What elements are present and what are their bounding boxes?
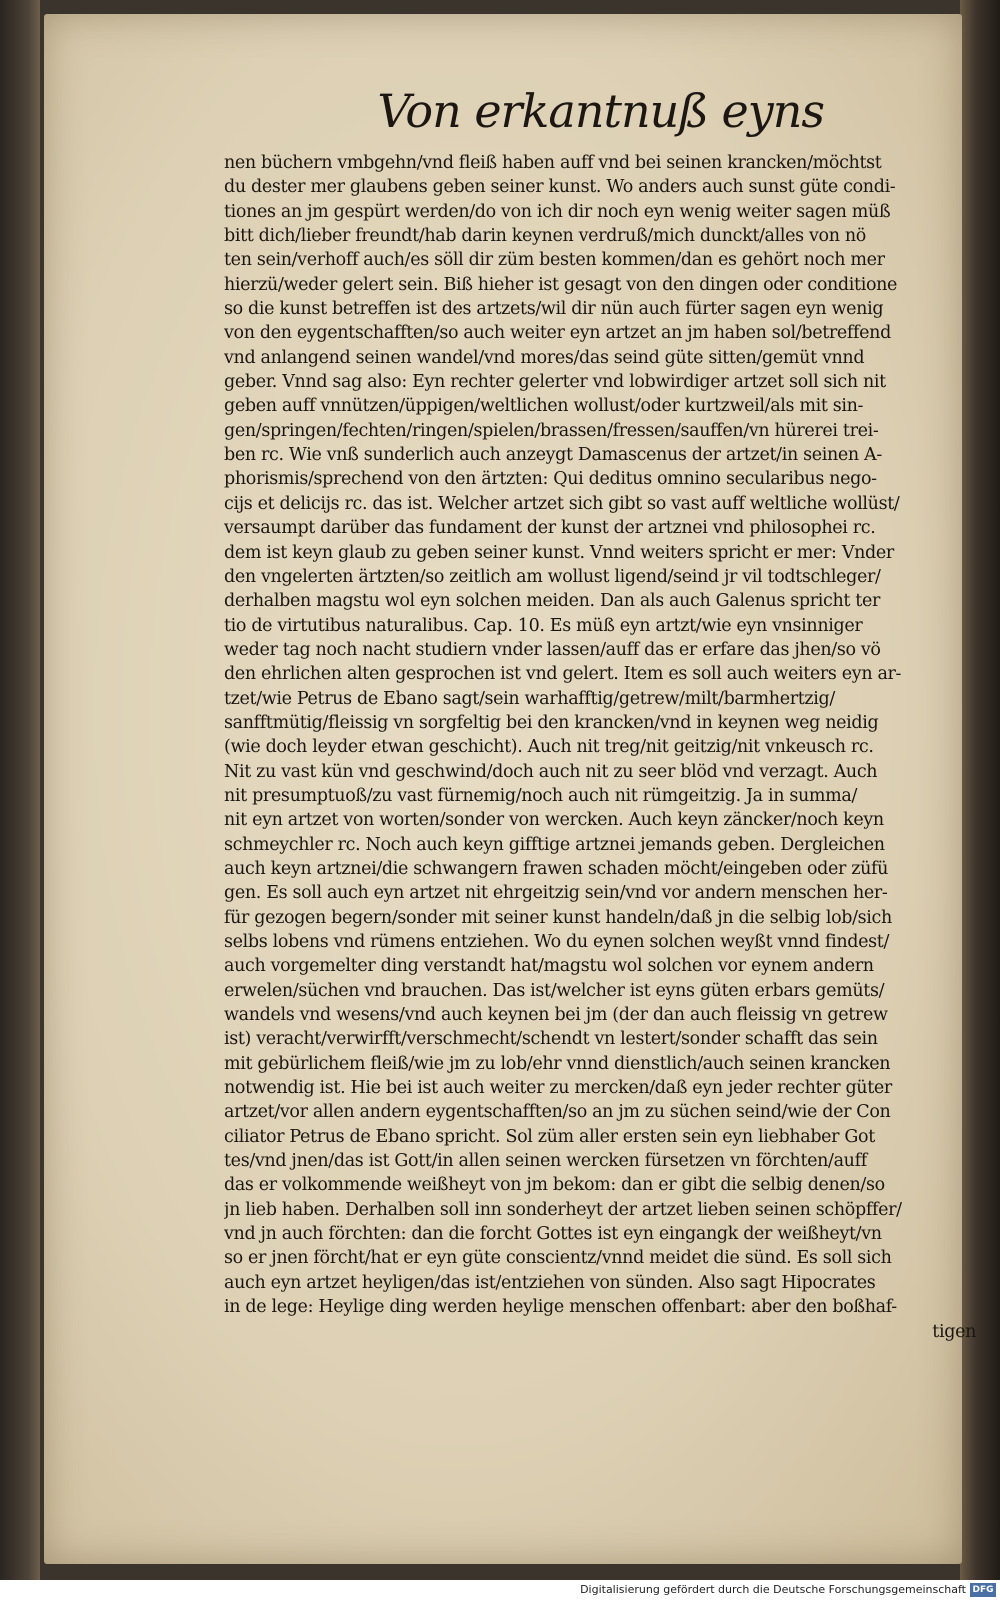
text-line: geben auff vnnützen/üppigen/weltlichen wollust/oder kurtzweil/als mit sin-	[224, 396, 864, 417]
text-line: geber. Vnnd sag also: Eyn rechter gelerter vnd lobwirdiger artzet soll sich nit	[224, 372, 886, 393]
text-line: wandels vnd wesens/vnd auch keynen bei jm (der dan auch fleissig vn getrew	[224, 1005, 888, 1026]
text-line: Nit zu vast kün vnd geschwind/doch auch nit zu seer blöd vnd verzagt. Auch	[224, 761, 878, 782]
text-line: ten sein/verhoff auch/es söll dir züm besten kommen/dan es gehört noch mer	[224, 250, 885, 271]
text-line: ben rc. Wie vnß sunderlich auch anzeygt Damascenus der artzet/in seinen A-	[224, 445, 882, 466]
text-line: von den eygentschafften/so auch weiter eyn artzet an jm haben sol/betreffend	[224, 323, 891, 344]
text-line: vnd jn auch förchten: dan die forcht Gottes ist eyn eingangk der weißheyt/vn	[224, 1224, 882, 1245]
funding-credit: Digitalisierung gefördert durch die Deutsche Forschungsgemeinschaft	[580, 1583, 966, 1596]
text-line: vnd anlangend seinen wandel/vnd mores/das seind güte sitten/gemüt vnnd	[224, 347, 865, 368]
text-line: derhalben magstu wol eyn solchen meiden. Dan als auch Galenus spricht ter	[224, 591, 881, 612]
text-line: (wie doch leyder etwan geschicht). Auch nit treg/nit geitzig/nit vnkeusch rc.	[224, 737, 874, 758]
text-line: den vngelerten ärtzten/so zeitlich am wollust ligend/seind jr vil todtschleger/	[224, 566, 881, 587]
book-binding-edge	[0, 0, 40, 1580]
text-line: tzet/wie Petrus de Ebano sagt/sein warhafftig/getrew/milt/barmhertzig/	[224, 688, 835, 709]
text-line: erwelen/süchen vnd brauchen. Das ist/welcher ist eyns güten erbars gemüts/	[224, 980, 885, 1001]
text-line: so die kunst betreffen ist des artzets/wil dir nün auch fürter sagen eyn wenig	[224, 299, 884, 320]
text-line: in de lege: Heylige ding werden heylige menschen offenbart: aber den boßhaf-	[224, 1297, 897, 1318]
text-line: hierzü/weder gelert sein. Biß hieher ist gesagt von den dingen oder conditione	[224, 274, 898, 295]
text-line: tes/vnd jnen/das ist Gott/in allen seinen wercken fürsetzen vn förchten/auff	[224, 1151, 867, 1172]
text-line: sanfftmütig/fleissig vn sorgfeltig bei den krancken/vnd in keynen weg neidig	[224, 712, 879, 733]
body-text	[224, 151, 986, 1344]
text-line: schmeychler rc. Noch auch keyn gifftige artznei jemands geben. Dergleichen	[224, 834, 885, 855]
text-line: cijs et delicijs rc. das ist. Welcher artzet sich gibt so vast auff weltliche wollüst/	[224, 493, 900, 514]
book-page	[44, 14, 976, 1564]
text-line: tio de virtutibus naturalibus. Cap. 10. Es müß eyn artzt/wie eyn vnsinniger	[224, 615, 863, 636]
text-line: für gezogen begern/sonder mit seiner kunst handeln/daß jn die selbig lob/sich	[224, 907, 892, 928]
text-line: phorismis/sprechend von den ärtzten: Qui deditus omnino secularibus nego-	[224, 469, 877, 490]
text-line: ist) veracht/verwirfft/verschmecht/schendt vn lestert/sonder schafft das sein	[224, 1029, 878, 1050]
text-line: gen/springen/fechten/ringen/spielen/brassen/fressen/sauffen/vn hürerei trei-	[224, 420, 879, 441]
text-line: auch vorgemelter ding verstandt hat/magstu wol solchen vor eynem andern	[224, 956, 874, 977]
text-line: du dester mer glaubens geben seiner kunst. Wo anders auch sunst güte condi-	[224, 177, 896, 198]
footer-bar	[0, 1580, 1000, 1603]
catchword: tigen	[932, 1321, 976, 1342]
text-line: artzet/vor allen andern eygentschafften/so an jm zu süchen seind/wie der Con	[224, 1102, 891, 1123]
text-line: den ehrlichen alten gesprochen ist vnd gelert. Item es soll auch weiters eyn ar-	[224, 664, 902, 685]
text-line: versaumpt darüber das fundament der kunst der artznei vnd philosophei rc.	[224, 518, 876, 539]
text-line: ciliator Petrus de Ebano spricht. Sol züm aller ersten sein eyn liebhaber Got	[224, 1126, 875, 1147]
text-line: nit presumptuoß/zu vast fürnemig/noch auch nit rümgeitzig. Ja in summa/	[224, 785, 858, 806]
text-line: jn lieb haben. Derhalben soll inn sonderheyt der artzet lieben seinen schöpffer/	[224, 1199, 902, 1220]
dfg-logo-icon: DFG	[970, 1583, 996, 1597]
text-line: mit gebürlichem fleiß/wie jm zu lob/ehr vnnd dienstlich/auch seinen krancken	[224, 1053, 891, 1074]
text-line: gen. Es soll auch eyn artzet nit ehrgeitzig sein/vnd vor andern menschen her-	[224, 883, 888, 904]
text-line: selbs lobens vnd rümens entziehen. Wo du eynen solchen weyßt vnnd findest/	[224, 932, 889, 952]
text-line: notwendig ist. Hie bei ist auch weiter zu mercken/daß eyn jeder rechter güter	[224, 1078, 892, 1099]
text-line: tiones an jm gespürt werden/do von ich dir noch eyn wenig weiter sagen müß	[224, 201, 891, 222]
text-line: auch eyn artzet heyligen/das ist/entziehen von sünden. Also sagt Hipocrates	[224, 1272, 876, 1293]
running-header: Von erkantnuß eyns	[377, 84, 824, 138]
text-line: bitt dich/lieber freundt/hab darin keynen verdruß/mich dunckt/alles von nö	[224, 226, 866, 247]
text-line: so er jnen förcht/hat er eyn güte conscientz/vnnd meidet die sünd. Es soll sich	[224, 1248, 892, 1269]
text-line: weder tag noch nacht studiern vnder lassen/auff das er erfare das jhen/so vö	[224, 639, 881, 660]
text-line: dem ist keyn glaub zu geben seiner kunst. Vnnd weiters spricht er mer: Vnder	[224, 542, 894, 563]
text-line: auch keyn artznei/die schwangern frawen schaden möcht/eingeben oder züfü	[224, 858, 889, 879]
text-line: das er volkommende weißheyt von jm bekom: dan er gibt die selbig denen/so	[224, 1175, 885, 1196]
text-line: nit eyn artzet von worten/sonder von wercken. Auch keyn zäncker/noch keyn	[224, 810, 884, 831]
text-line: nen büchern vmbgehn/vnd fleiß haben auff vnd bei seinen krancken/möchtst	[224, 153, 882, 173]
